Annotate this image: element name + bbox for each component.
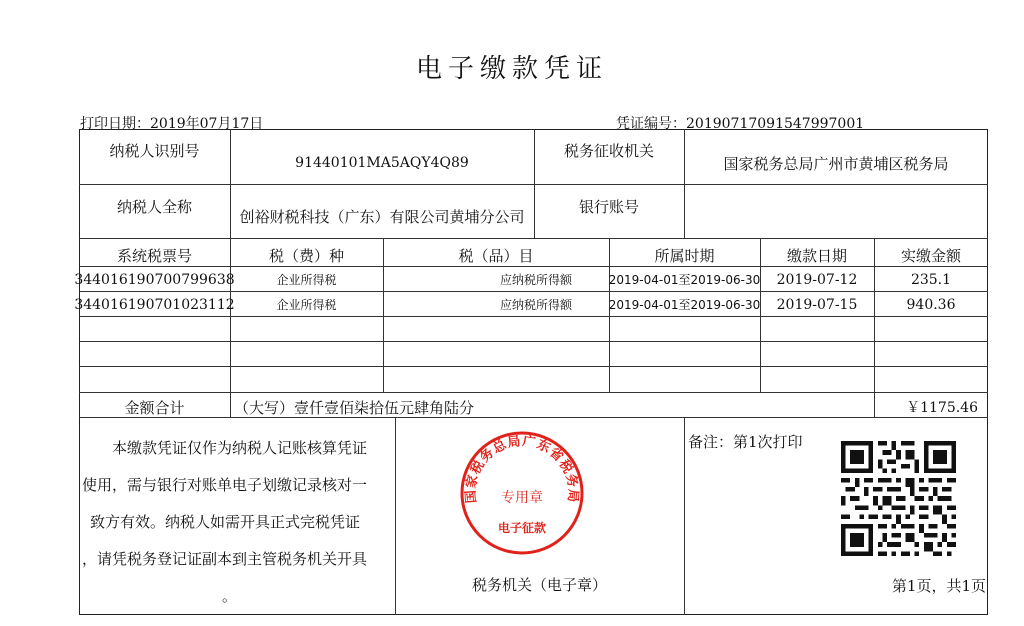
row-divider — [79, 417, 988, 418]
table-cell-pay-date: 2019-07-12 — [776, 271, 858, 288]
col-header-tax-item: 税（品）目 — [458, 246, 534, 265]
taxpayer-id-label: 纳税人识别号 — [109, 142, 200, 160]
row-divider — [79, 291, 988, 292]
row-divider — [79, 392, 988, 393]
table-cell-period: 2019-04-01至2019-06-30 — [608, 298, 761, 312]
notice-line: 本缴款凭证仅作为纳税人记账核算凭证 — [112, 439, 368, 457]
qr-code — [841, 441, 956, 556]
seal-caption: 税务机关（电子章） — [471, 575, 607, 594]
table-cell-tax-item: 应纳税所得额 — [499, 273, 572, 287]
notice-text — [82, 430, 382, 615]
col-header-tax-type: 税（费）种 — [268, 246, 344, 265]
row-divider — [79, 341, 988, 342]
notice-line: 致方有效。纳税人如需开具正式完税凭证 — [90, 513, 361, 531]
row-divider — [79, 238, 988, 239]
notice-line: ，请凭税务登记证副本到主管税务机关开具 — [82, 550, 368, 568]
page-info: 第1页，共1页 — [891, 576, 986, 595]
col-header-ticket-no: 系统税票号 — [116, 246, 192, 265]
notice-line: 使用，需与银行对账单电子划缴记录核对一 — [82, 476, 368, 494]
table-cell-ticket-no: 344016190701023112 — [74, 296, 235, 313]
col-header-period: 所属时期 — [654, 246, 715, 265]
table-cell-tax-item: 应纳税所得额 — [499, 298, 572, 312]
seal-bottom-text: 电子征款 — [497, 521, 547, 535]
total-amount-words: （大写）壹仟壹佰柒拾伍元肆角陆分 — [234, 398, 475, 417]
table-cell-amount: 235.1 — [910, 271, 952, 288]
bank-account — [684, 186, 988, 236]
table-cell-period: 2019-04-01至2019-06-30 — [608, 273, 761, 287]
total-amount: ￥1175.46 — [906, 400, 978, 416]
table-cell-amount: 940.36 — [906, 296, 956, 313]
page-title: 电子缴款凭证 — [415, 54, 608, 84]
total-label: 金额合计 — [124, 398, 185, 417]
tax-authority-label: 税务征收机关 — [563, 142, 654, 160]
col-header-pay-date: 缴款日期 — [786, 246, 847, 265]
notice-line: 。 — [222, 587, 238, 605]
table-cell-ticket-no: 344016190700799638 — [74, 271, 235, 288]
print-date: 打印日期：2019年07月17日 — [80, 116, 264, 132]
table-cell-tax-type: 企业所得税 — [276, 298, 337, 312]
row-divider — [79, 266, 988, 267]
row-divider — [79, 316, 988, 317]
seal-center-text: 专用章 — [501, 490, 543, 506]
col-header-amount: 实缴金额 — [900, 246, 961, 265]
taxpayer-id: 91440101MA5AQY4Q89 — [295, 155, 469, 171]
row-divider — [79, 366, 988, 367]
table-cell-tax-type: 企业所得税 — [276, 273, 337, 287]
taxpayer-name-label: 纳税人全称 — [116, 197, 192, 216]
remark: 备注：第1次打印 — [688, 432, 803, 451]
col-divider — [684, 417, 685, 615]
table-cell-pay-date: 2019-07-15 — [776, 296, 858, 313]
taxpayer-name: 创裕财税科技（广东）有限公司黄埔分公司 — [239, 207, 525, 226]
tax-authority: 国家税务总局广州市黄埔区税务局 — [723, 154, 949, 173]
official-seal — [457, 428, 587, 558]
bank-account-label: 银行账号 — [578, 197, 639, 216]
voucher-number: 凭证编号：201907170915479970​01 — [616, 116, 865, 132]
seal-ring-text: 国家税务总局广东省税务局 — [463, 434, 581, 504]
